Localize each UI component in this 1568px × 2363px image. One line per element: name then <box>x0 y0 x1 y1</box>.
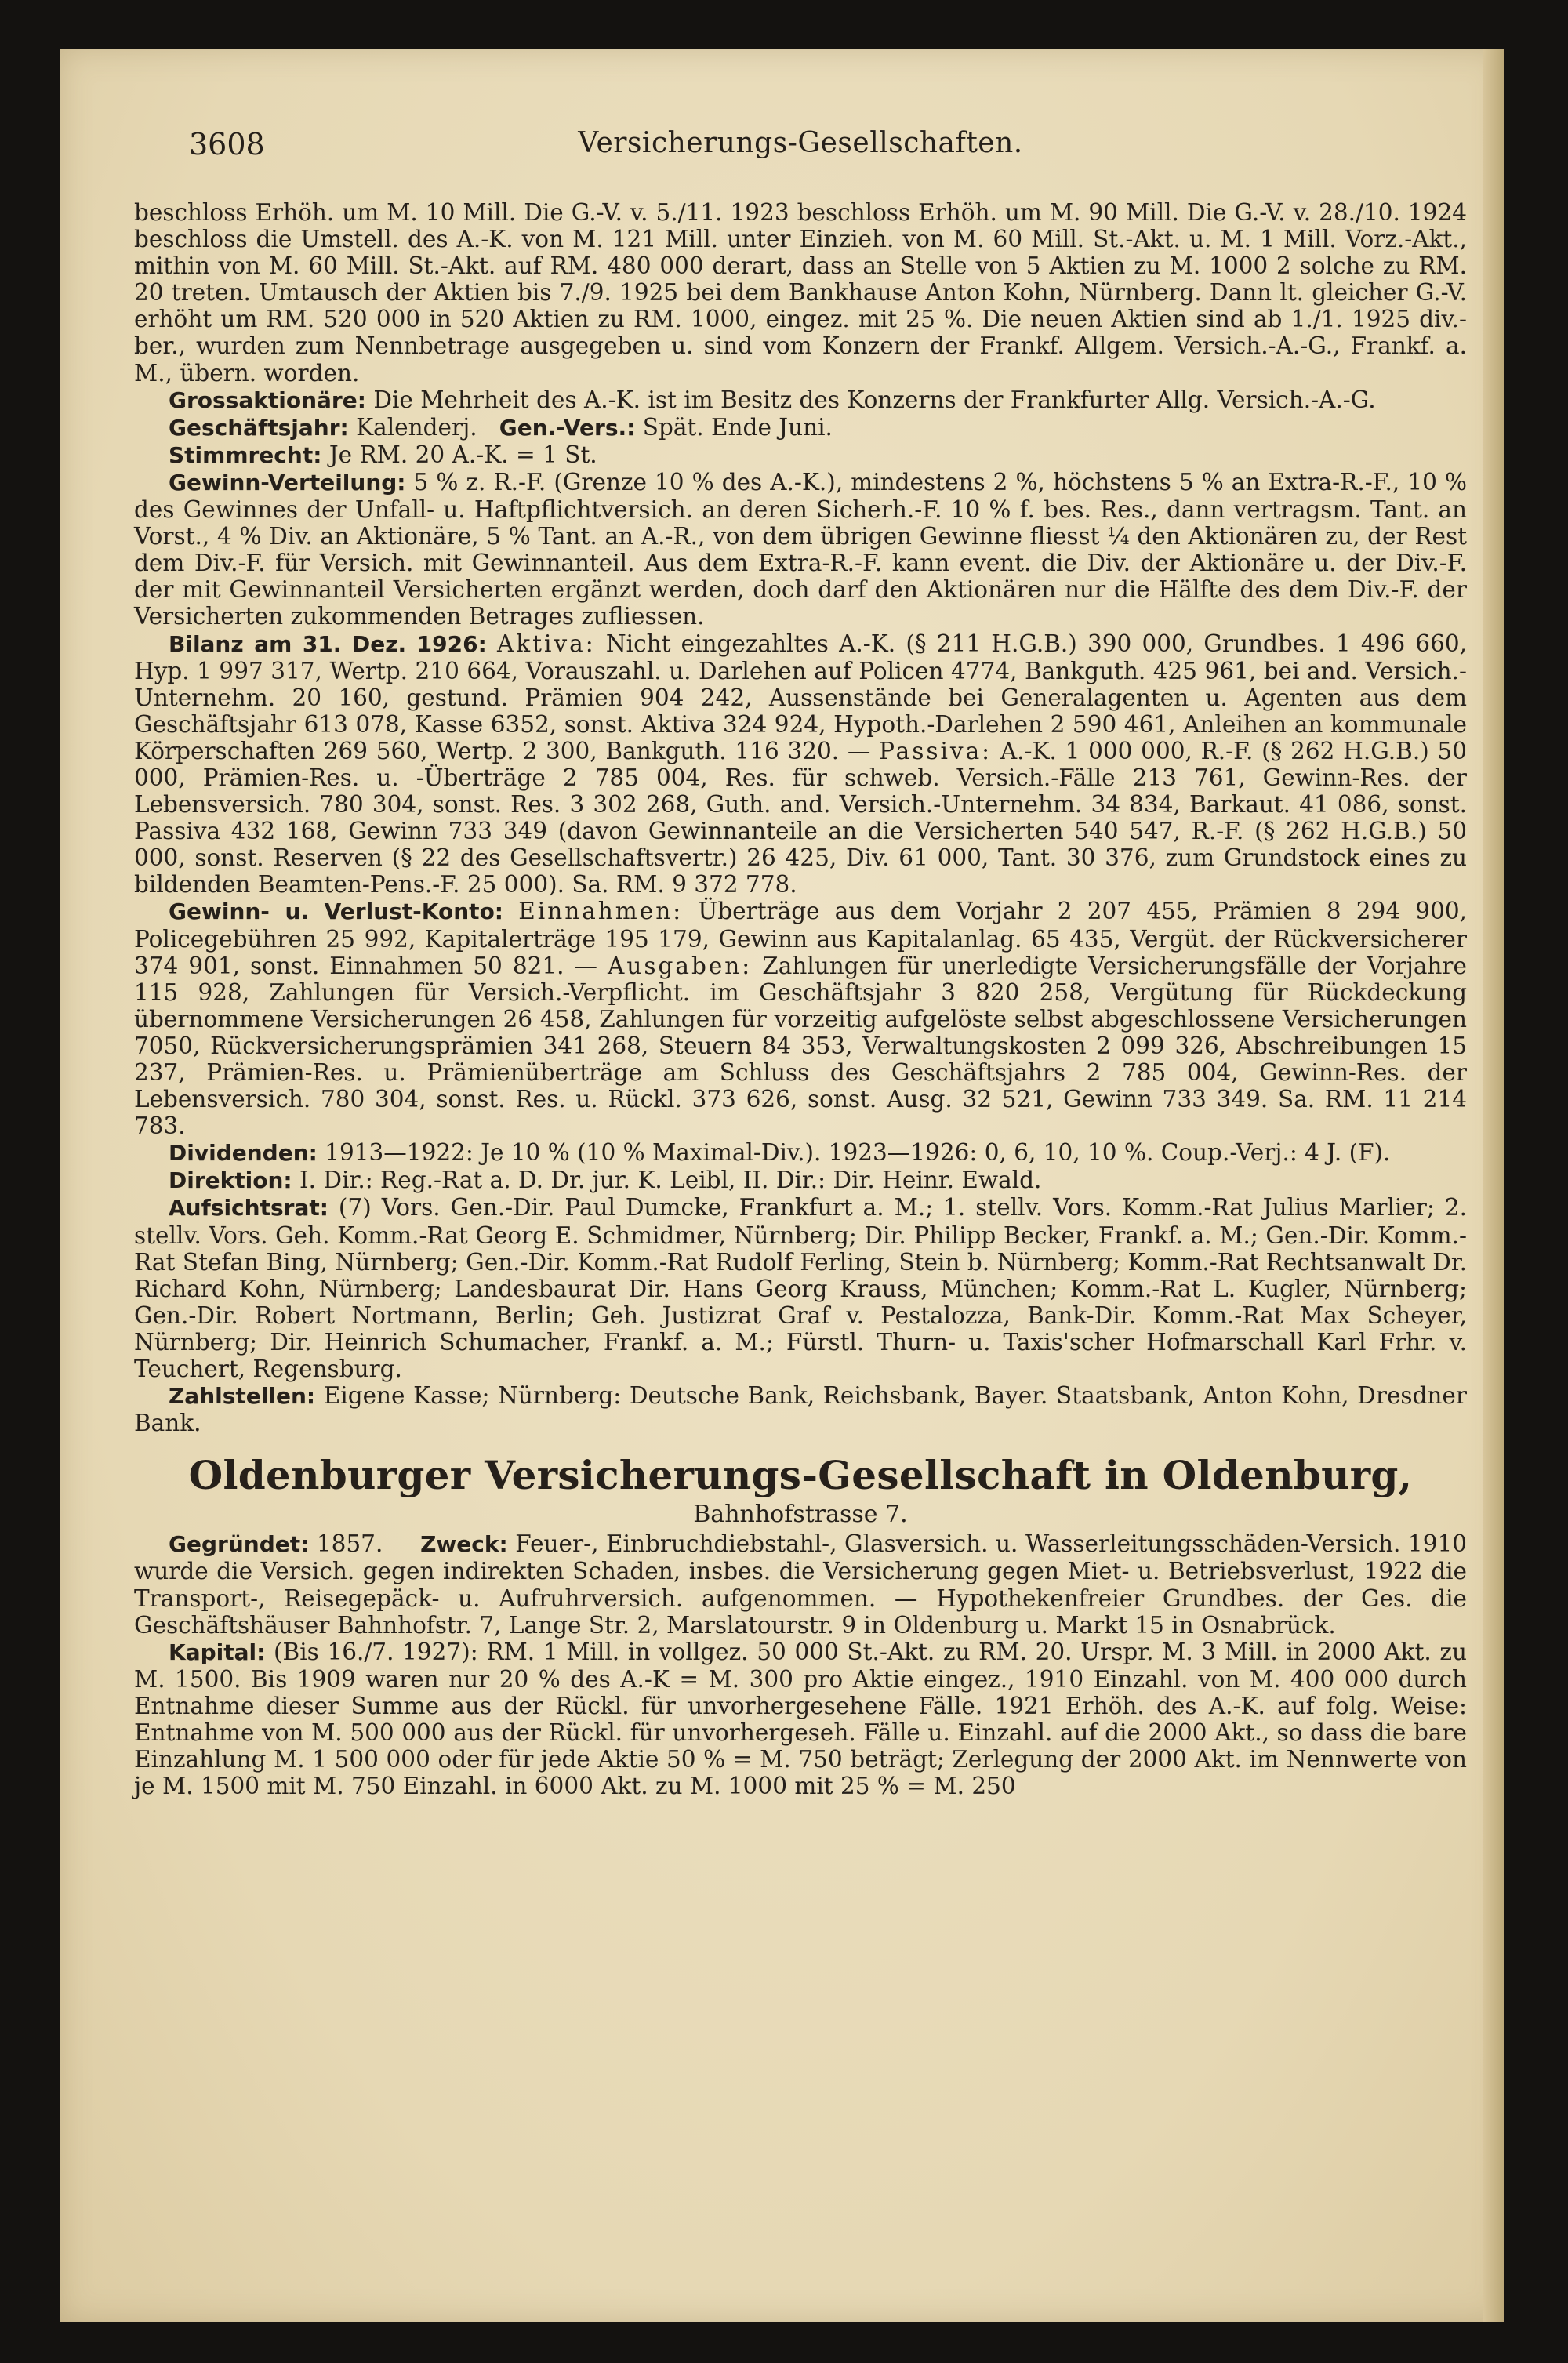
gegruendet-entry <box>134 1530 1467 1638</box>
zweck-label: Zweck: <box>420 1531 508 1558</box>
company-heading: Oldenburger Versicherungs-Gesellschaft in Oldenburg, <box>188 1452 1413 1499</box>
einnahmen-text: Überträge aus dem Vorjahr 2 207 455, Prämien 8 294 900, Policegebühren 25 992, Kapitalerträge 195 179, Gewinn aus Kapitalanlag. 65 435, Vergüt. der Rückversicherer 374 901, sonst. Einnahmen 50 821. — <box>134 898 1467 979</box>
stimmrecht-label: Stimmrecht: <box>169 441 322 468</box>
aufsichtsrat-label: Aufsichtsrat: <box>169 1195 328 1221</box>
ausgaben-text: Zahlungen für unerledigte Versicherungsfälle der Vorjahre 115 928, Zahlungen für Versich.-Verpflicht. im Geschäftsjahr 3 820 258, Vergütung für Rückdeckung übernommene Versicherungen 26 458, Zahlungen für vorzeitig aufgelöste selbst abgeschlossene Versicherungen 7050, Rückversicherungsprämien 341 268, Steuern 84 353, Verwaltungskosten 2 099 326, Abschreibungen 15 237, Prämien-Res. u. Prämienüberträge am Schluss des Geschäftsjahrs 2 785 004, Gewinn-Res. der Lebensversich. 780 304, sonst. Res. u. Rückl. 373 626, sonst. Ausg. 32 521, Gewinn 733 349. Sa. RM. 11 214 783. <box>134 952 1467 1140</box>
grossaktionaere-label: Grossaktionäre: <box>169 387 366 413</box>
kapital-text: (Bis 16./7. 1927): RM. 1 Mill. in vollgez. 50 000 St.-Akt. zu RM. 20. Urspr. M. 3 Mill. in 2000 Akt. zu M. 1500. Bis 1909 waren nur 20 % des A.-K = M. 300 pro Aktie eingez., 1910 Einzahl. von M. 400 000 durch Entnahme dieser Summe aus der Rückl. für unvorhergesehene Fälle. 1921 Erhöh. des A.-K. auf folg. Weise: Entnahme von M. 500 000 aus der Rückl. für unvorhergeseh. Fälle u. Einzahl. auf die 2000 Akt., so dass die bare Einzahlung M. 1 500 000 oder für jede Aktie 50 % = M. 750 beträgt; Zerlegung der 2000 Akt. im Nennwerte von je M. 1500 mit M. 750 Einzahl. in 6000 Akt. zu M. 1000 mit 25 % = M. 250 <box>134 1638 1467 1800</box>
grossaktionaere-text: Die Mehrheit des A.-K. ist im Besitz des Konzerns der Frankfurter Allg. Versich.-A.-G. <box>373 386 1376 413</box>
ausgaben-label: Ausgaben: <box>608 952 753 979</box>
gewinnverteilung-entry <box>134 469 1467 630</box>
grossaktionaere-entry <box>134 387 1467 414</box>
geschaeftsjahr-text: Kalenderj. <box>356 413 477 441</box>
genvers-text: Spät. Ende Juni. <box>642 413 833 441</box>
gegruendet-label: Gegründet: <box>169 1531 310 1558</box>
dividenden-text: 1913—1922: Je 10 % (10 % Maximal-Div.). 1923—1926: 0, 6, 10, 10 %. Coup.-Verj.: 4 J. (F). <box>325 1139 1391 1167</box>
guv-entry <box>134 898 1467 1139</box>
genvers-label: Gen.-Vers.: <box>499 414 636 441</box>
passiva-label: Passiva: <box>879 737 993 764</box>
page-number: 3608 <box>189 127 265 162</box>
intro-paragraph: beschloss Erhöh. um M. 10 Mill. Die G.-V. v. 5./11. 1923 beschloss Erhöh. um M. 90 Mill. Die G.-V. v. 28./10. 1924 beschloss die Umstell. des A.-K. von M. 121 Mill. unter Einzieh. von M. 60 Mill. St.-Akt. u. M. 1 Mill. Vorz.-Akt., mithin von M. 60 Mill. St.-Akt. auf RM. 480 000 derart, dass an Stelle von 5 Aktien zu M. 1000 2 solche zu RM. 20 treten. Umtausch der Aktien bis 7./9. 1925 bei dem Bankhause Anton Kohn, Nürnberg. Dann lt. gleicher G.-V. erhöht um RM. 520 000 in 520 Aktien zu RM. 1000, eingez. mit 25 %. Die neuen Aktien sind ab 1./1. 1925 div.-ber., wurden zum Nennbetrage ausgegeben u. sind vom Konzern der Frankf. Allgem. Versich.-A.-G., Frankf. a. M., übern. worden. <box>134 199 1467 387</box>
company-address: Bahnhofstrasse 7. <box>693 1501 908 1529</box>
aktiva-label: Aktiva: <box>497 630 596 657</box>
zweck-text: Feuer-, Einbruchdiebstahl-, Glasversich. u. Wasserleitungsschäden-Versich. 1910 wurde die Versich. gegen indirekten Schaden, insbes. die Versicherung gegen Miet- u. Betriebsverlust, 1922 die Transport-, Reisegepäck- u. Aufruhrversich. aufgenommen. — Hypothekenfreier Grundbes. der Ges. die Geschäftshäuser Bahnhofstr. 7, Lange Str. 2, Marslatourstr. 9 in Oldenburg u. Markt 15 in Osnabrück. <box>134 1530 1467 1639</box>
dividenden-entry <box>134 1139 1467 1167</box>
gewinnverteilung-label: Gewinn-Verteilung: <box>169 469 406 495</box>
aufsichtsrat-text: (7) Vors. Gen.-Dir. Paul Dumcke, Frankfurt a. M.; 1. stellv. Vors. Komm.-Rat Julius Marlier; 2. stellv. Vors. Geh. Komm.-Rat Georg E. Schmidmer, Nürnberg; Dir. Philipp Becker, Frankf. a. M.; Gen.-Dir. Komm.-Rat Stefan Bing, Nürnberg; Gen.-Dir. Komm.-Rat Rudolf Ferling, Stein b. Nürnberg; Komm.-Rat Rechtsanwalt Dr. Richard Kohn, Nürnberg; Landesbaurat Dir. Hans Georg Krauss, München; Komm.-Rat L. Kugler, Nürnberg; Gen.-Dir. Robert Nortmann, Berlin; Geh. Justizrat Graf v. Pestalozza, Bank-Dir. Komm.-Rat Max Scheyer, Nürnberg; Dir. Heinrich Schumacher, Frankf. a. M.; Fürstl. Thurn- u. Taxis'scher Hofmarschall Karl Frhr. v. Teuchert, Regensburg. <box>134 1194 1467 1383</box>
gewinnverteilung-text: 5 % z. R.-F. (Grenze 10 % des A.-K.), mindestens 2 %, höchstens 5 % an Extra-R.-F., 10 % des Gewinnes der Unfall- u. Haftpflichtversich. an deren Sicherh.-F. 10 % f. bes. Res., dann vertragsm. Tant. an Vorst., 4 % Div. an Aktionäre, 5 % Tant. an A.-R., von dem übrigen Gewinne fliesst ¼ den Aktionären zu, der Rest dem Div.-F. für Versich. mit Gewinnanteil. Aus dem Extra-R.-F. kann event. die Div. der Aktionäre u. der Div.-F. der mit Gewinnanteil Versicherten ergänzt werden, doch darf den Aktionären nur die Hälfte des dem Div.-F. der Versicherten zukommenden Betrages zufliessen. <box>134 468 1467 630</box>
direktion-text: I. Dir.: Reg.-Rat a. D. Dr. jur. K. Leibl, II. Dir.: Dir. Heinr. Ewald. <box>299 1167 1042 1194</box>
text-column <box>134 119 1467 1799</box>
geschaeftsjahr-label: Geschäftsjahr: <box>169 414 349 441</box>
running-title: Versicherungs-Gesellschaften. <box>578 127 1023 159</box>
kapital-entry <box>134 1639 1467 1800</box>
dividenden-label: Dividenden: <box>169 1140 318 1167</box>
einnahmen-label: Einnahmen: <box>518 898 684 925</box>
direktion-entry <box>134 1167 1467 1194</box>
page-spine-edge <box>1483 49 1504 2322</box>
zahlstellen-entry <box>134 1382 1467 1436</box>
direktion-label: Direktion: <box>169 1167 292 1194</box>
book-page <box>60 49 1504 2322</box>
stimmrecht-text: Je RM. 20 A.-K. = 1 St. <box>328 441 597 468</box>
zahlstellen-text: Eigene Kasse; Nürnberg: Deutsche Bank, Reichsbank, Bayer. Staatsbank, Anton Kohn, Dresdner Bank. <box>134 1382 1467 1437</box>
bilanz-label: Bilanz am 31. Dez. 1926: <box>169 630 487 657</box>
zahlstellen-label: Zahlstellen: <box>169 1383 316 1410</box>
guv-label: Gewinn- u. Verlust-Konto: <box>169 898 504 925</box>
running-header <box>134 119 1467 182</box>
bilanz-entry <box>134 630 1467 898</box>
kapital-label: Kapital: <box>169 1639 266 1665</box>
stimmrecht-entry <box>134 441 1467 469</box>
passiva-text: A.-K. 1 000 000, R.-F. (§ 262 H.G.B.) 50 000, Prämien-Res. u. -Überträge 2 785 004, Res. für schweb. Versich.-Fälle 213 761, Gewinn-Res. der Lebensversich. 780 304, sonst. Res. 3 302 268, Guth. and. Versich.-Unternehm. 34 834, Barkaut. 41 086, sonst. Passiva 432 168, Gewinn 733 349 (davon Gewinnanteile an die Versicherten 540 547, R.-F. (§ 262 H.G.B.) 50 000, sonst. Reserven (§ 22 des Gesellschaftsvertr.) 26 425, Div. 61 000, Tant. 30 376, zum Grundstock eines zu bildenden Beamten-Pens.-F. 25 000). Sa. RM. 9 372 778. <box>134 737 1467 898</box>
aufsichtsrat-entry <box>134 1194 1467 1382</box>
gegruendet-value: 1857. <box>316 1530 383 1558</box>
aktiva-text: Nicht eingezahltes A.-K. (§ 211 H.G.B.) 390 000, Grundbes. 1 496 660, Hyp. 1 997 317, Wertp. 210 664, Vorauszahl. u. Darlehen auf Policen 4774, Bankguth. 425 961, bei and. Versich.-Unternehm. 20 160, gestund. Prämien 904 242, Aussenstände bei Generalagenten u. Agenten aus dem Geschäftsjahr 613 078, Kasse 6352, sonst. Aktiva 324 924, Hypoth.-Darlehen 2 590 461, Anleihen an kommunale Körperschaften 269 560, Wertp. 2 300, Bankguth. 116 320. — <box>134 630 1467 764</box>
geschaeftsjahr-entry <box>134 414 1467 441</box>
